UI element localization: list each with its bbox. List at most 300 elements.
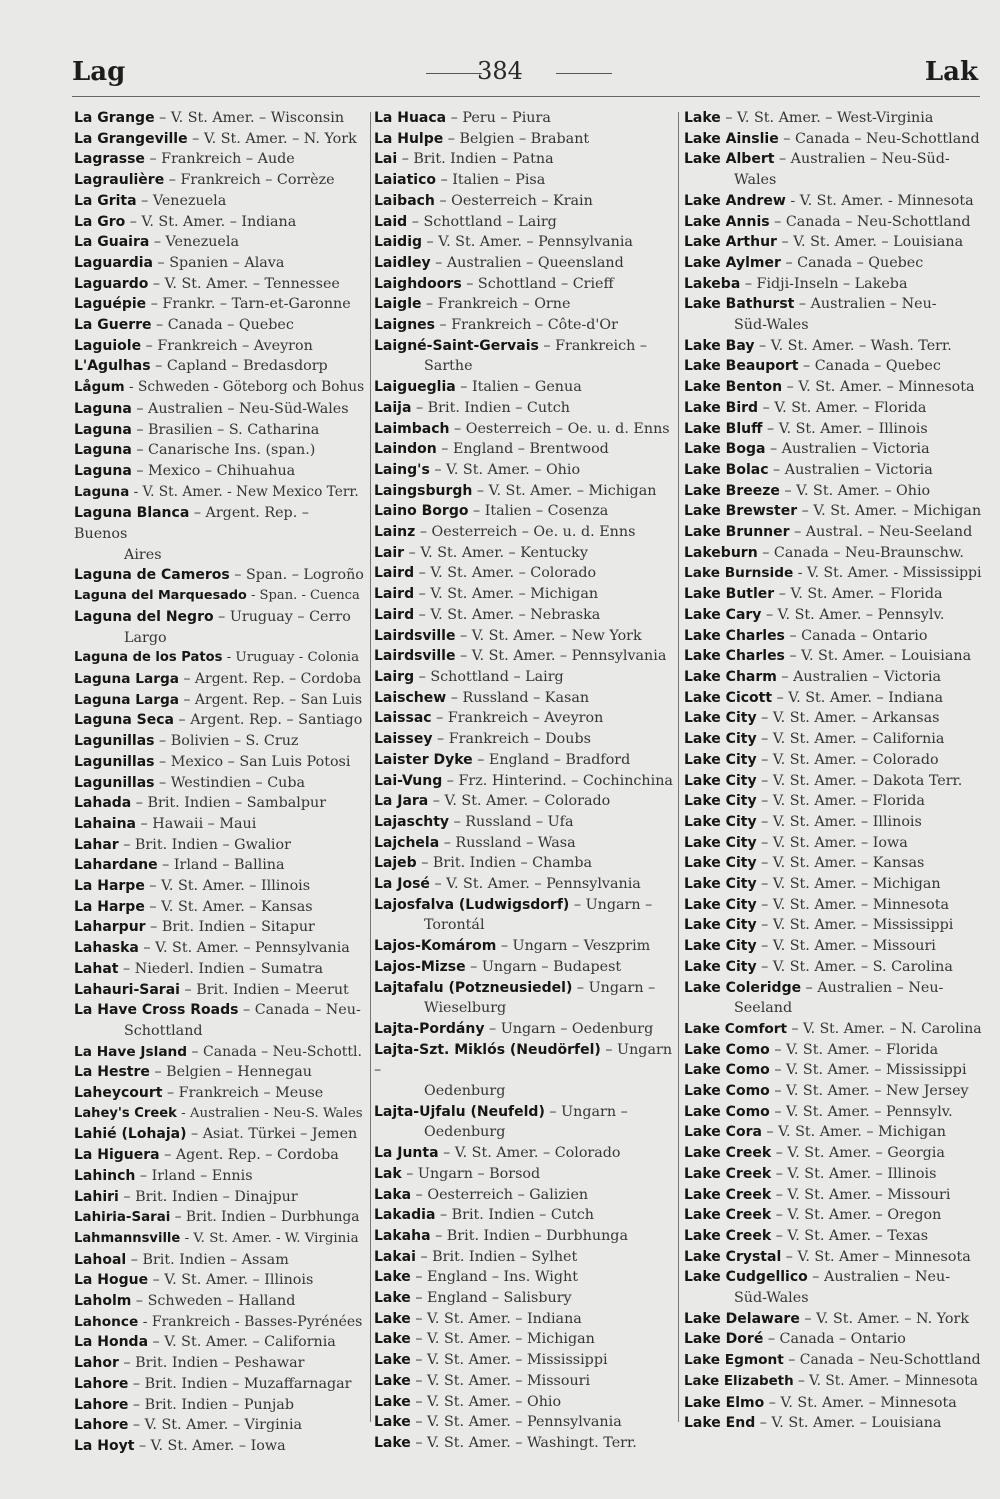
place-name: Laguiole (74, 337, 142, 354)
place-name: Lajchela (374, 834, 440, 851)
place-name: Lågum (74, 380, 125, 396)
place-location: – V. St. Amer. – S. Carolina (756, 958, 953, 975)
gazetteer-entry (74, 336, 364, 357)
place-name: Lake City (684, 896, 757, 913)
place-name: Lake Benton (684, 379, 783, 396)
place-location: – Canada – Ontario (763, 1331, 906, 1348)
place-name: Lake (374, 1352, 411, 1369)
place-location: – V. St. Amer. – Ohio (410, 1393, 562, 1410)
place-location: – Oesterreich – Oe. u. d. Enns (415, 524, 636, 541)
place-location: – V. St. Amer. – Pennsylvania (429, 876, 641, 893)
place-name: Lake City (684, 731, 757, 748)
place-location: – Argent. Rep. – Santiago (173, 712, 363, 729)
place-location: – Peru – Piura (446, 110, 551, 126)
place-location: – Argent. Rep. – San Luis (179, 691, 363, 708)
place-name: Lai (374, 151, 398, 168)
gazetteer-entry (684, 1122, 982, 1143)
place-name: Lake Bird (684, 399, 759, 416)
place-location: – Ungarn – (572, 979, 656, 996)
place-location: – Frz. Hinterind. – Cochinchina (442, 772, 673, 789)
place-location: – V. St. Amer. – Kansas (756, 855, 925, 872)
place-location: – V. St. Amer. – Michigan (797, 503, 982, 520)
place-location: – Fidji-Inseln – Lakeba (740, 275, 908, 292)
place-name: Laighdoors (374, 275, 462, 292)
place-name: Lake Albert (684, 151, 775, 168)
gazetteer-entry (374, 771, 674, 792)
gazetteer-entry (374, 605, 674, 626)
place-location: – Australien – Victoria (776, 668, 942, 685)
place-name: Laholm (74, 1293, 132, 1310)
gazetteer-entry (374, 791, 674, 812)
entry-column-2 (374, 108, 674, 1454)
place-name: La Grange (74, 110, 155, 126)
gazetteer-entry (684, 646, 982, 667)
gazetteer-entry (74, 1250, 364, 1271)
place-name: Lainz (374, 524, 416, 541)
place-name: Laindon (374, 441, 437, 458)
place-name: Lagunillas (74, 753, 155, 770)
place-location: – England – Salisbury (410, 1290, 572, 1307)
place-name: Laignes (374, 317, 435, 334)
place-name: Lahoal (74, 1251, 127, 1268)
gazetteer-entry (374, 750, 674, 771)
place-name: Lahinch (74, 1167, 136, 1184)
place-name: Lake End (684, 1415, 756, 1432)
gazetteer-entry (374, 1164, 674, 1185)
place-name: Laguna del Negro (74, 608, 214, 625)
place-name: Laguardia (74, 254, 153, 271)
place-name: Laguna Larga (74, 691, 179, 708)
gazetteer-entry (374, 729, 674, 750)
place-location: – V. St. Amer. – Texas (771, 1227, 929, 1244)
gazetteer-entry (684, 1102, 982, 1123)
gazetteer-entry (374, 1267, 674, 1288)
gazetteer-entry (684, 1267, 982, 1308)
gazetteer-entry (374, 1392, 674, 1413)
gazetteer-entry (374, 978, 674, 1019)
gazetteer-entry (74, 356, 364, 377)
gazetteer-entry (74, 1229, 364, 1250)
place-name: Laid (374, 213, 408, 230)
gazetteer-entry (74, 917, 364, 938)
gazetteer-entry (74, 1415, 364, 1436)
place-location: – V. St. Amer. – Florida (769, 1041, 939, 1058)
place-location: – Australien – Neu-Süd-Wales (131, 400, 349, 417)
place-name: La Guaira (74, 234, 150, 251)
place-location: – V. St. Amer. – N. York (187, 130, 357, 147)
place-location: – Frankreich – Aude (144, 151, 295, 168)
place-location: – Frankr. – Tarn-et-Garonne (146, 296, 351, 313)
place-name: Laka (374, 1186, 412, 1203)
place-location: – V. St. Amer. – New Jersey (769, 1083, 969, 1100)
place-location: – Australien – Neu- (801, 979, 944, 996)
place-location: – V. St. Amer. – Illinois (756, 813, 922, 830)
place-location: – V. St. Amer. – Iowa (756, 834, 908, 851)
gazetteer-entry (374, 584, 674, 605)
gazetteer-entry (74, 669, 364, 690)
place-name: Laguna (74, 484, 130, 500)
place-name: Laigueglia (374, 379, 456, 396)
place-location-continuation: Schottland (124, 1022, 203, 1039)
place-location: – Frankreich – Doubs (432, 731, 591, 748)
gazetteer-entry (684, 1019, 982, 1040)
gazetteer-entry (74, 294, 364, 315)
place-location: – V. St. Amer. – California (756, 731, 945, 748)
place-location: – Canarische Ins. (span.) (131, 442, 316, 459)
gazetteer-entry (684, 708, 982, 729)
place-location: – Brit. Indien – Assam (126, 1251, 289, 1268)
gazetteer-entry (374, 895, 674, 936)
gazetteer-entry (374, 522, 674, 543)
gazetteer-entry (684, 584, 982, 605)
place-location: – Frankreich – Meuse (162, 1085, 324, 1102)
place-name: Lajaschty (374, 813, 450, 830)
place-location-continuation: Torontál (424, 917, 485, 934)
place-location: – Venezuela (149, 234, 239, 251)
place-location: – Australien – Queensland (430, 254, 624, 271)
page-number: 384 (477, 57, 523, 85)
gazetteer-entry (374, 853, 674, 874)
gazetteer-entry (684, 522, 982, 543)
gazetteer-entry (374, 170, 674, 191)
gazetteer-entry (374, 1247, 674, 1268)
gazetteer-entry (684, 895, 982, 916)
page-header (0, 55, 1000, 91)
gazetteer-entry (684, 729, 982, 750)
column-divider (370, 112, 371, 1422)
gazetteer-entry (74, 710, 364, 731)
place-location: – Oesterreich – Oe. u. d. Enns (449, 420, 670, 437)
place-location: – Brit. Indien – Meerut (179, 981, 349, 998)
gazetteer-entry (74, 315, 364, 336)
gazetteer-entry (374, 481, 674, 502)
gazetteer-entry (684, 439, 982, 460)
place-name: Lairdsville (374, 648, 456, 665)
gazetteer-entry (74, 752, 364, 773)
entry-column-1 (74, 108, 364, 1457)
place-location: – V. St. Amer. – Illinois (762, 420, 928, 437)
place-location: – Russland – Kasan (446, 689, 590, 706)
gazetteer-entry (374, 108, 674, 129)
place-location: – Venezuela (136, 192, 227, 209)
place-location: – V. St. Amer. – Colorado (438, 1145, 621, 1162)
gazetteer-entry (684, 626, 982, 647)
place-location: – V. St. Amer. – Louisiana (776, 234, 964, 251)
gazetteer-entry (374, 1019, 674, 1040)
gazetteer-entry (684, 605, 982, 626)
gazetteer-entry (684, 1081, 982, 1102)
gazetteer-entry (374, 129, 674, 150)
gazetteer-entry (684, 191, 982, 212)
gazetteer-entry (684, 232, 982, 253)
place-name: Laharpur (74, 919, 146, 936)
place-name: Lake Brewster (684, 503, 798, 520)
place-name: Lake Beauport (684, 358, 799, 375)
place-name: Lake Creek (684, 1145, 772, 1162)
place-location: – V. St. Amer. – Louisiana (784, 648, 972, 665)
place-location: – Canada – Neu-Schottl. (187, 1043, 362, 1060)
place-location: – Canada – Ontario (784, 627, 928, 644)
place-name: Lahore (74, 1417, 129, 1434)
gazetteer-entry (74, 773, 364, 794)
gazetteer-entry (374, 626, 674, 647)
place-location: – V. St. Amer. – Pennsylvania (455, 648, 667, 665)
place-location: – Uruguay – Cerro (213, 608, 351, 625)
place-name: Lake Bluff (684, 420, 763, 437)
gazetteer-entry (374, 543, 674, 564)
place-location: – England – Brentwood (436, 441, 609, 458)
gazetteer-entry (74, 420, 364, 441)
place-name: La Hestre (74, 1064, 150, 1081)
place-name: Lake Creek (684, 1207, 772, 1224)
place-name: Lake Aylmer (684, 254, 781, 271)
gazetteer-entry (684, 791, 982, 812)
gazetteer-entry (684, 543, 982, 564)
place-location: – Australien – Neu- (794, 296, 937, 313)
place-location: - Span. - Cuenca (246, 588, 360, 604)
place-name: Lake Burnside (684, 565, 794, 582)
gazetteer-entry (684, 501, 982, 522)
place-location: – Brit. Indien – Sitapur (145, 919, 315, 936)
place-location-continuation: Wieselburg (424, 1000, 507, 1017)
place-name: Lake Charles (684, 627, 785, 644)
gazetteer-entry (374, 191, 674, 212)
gazetteer-entry (374, 1185, 674, 1206)
place-name: Laird (374, 606, 415, 623)
gazetteer-entry (684, 1060, 982, 1081)
place-name: Laguna Larga (74, 670, 179, 687)
gazetteer-entry (374, 563, 674, 584)
place-name: Lake (374, 1290, 411, 1307)
gazetteer-entry (74, 959, 364, 980)
place-location: – V. St. Amer. – Wash. Terr. (754, 337, 952, 354)
place-name: Lahaina (74, 815, 136, 832)
gazetteer-entry (684, 853, 982, 874)
gazetteer-entry (684, 419, 982, 440)
gazetteer-entry (74, 377, 364, 399)
place-name: La Gro (74, 213, 126, 230)
place-location: – Span. – Logroño (229, 567, 364, 584)
place-name: Laguardo (74, 275, 149, 292)
gazetteer-entry (374, 1226, 674, 1247)
place-location: – V. St. Amer. – N. Carolina (787, 1020, 982, 1037)
gazetteer-entry (374, 377, 674, 398)
place-name: La Hogue (74, 1272, 149, 1289)
gazetteer-entry (374, 212, 674, 233)
gazetteer-entry (374, 439, 674, 460)
place-location: - Frankreich - Basses-Pyrénées (138, 1313, 363, 1330)
gazetteer-entry (684, 356, 982, 377)
gazetteer-entry (374, 149, 674, 170)
place-name: Lake Breeze (684, 482, 780, 499)
place-name: Laino Borgo (374, 503, 469, 520)
place-location: – Canada – Quebec (798, 358, 941, 375)
gazetteer-entry (684, 978, 982, 1019)
place-location-continuation: Süd-Wales (734, 1290, 809, 1307)
header-dash-right (556, 73, 612, 74)
place-location: – Australien – Neu- (807, 1269, 951, 1286)
place-name: Lake Como (684, 1103, 770, 1120)
place-location: – Belgien – Hennegau (149, 1064, 312, 1081)
place-name: Laimbach (374, 420, 450, 437)
place-location: – V. St. Amer. – Illinois (148, 1272, 314, 1289)
place-location: – Brit. Indien – Patna (397, 151, 554, 168)
gazetteer-entry (74, 1166, 364, 1187)
header-rule (72, 96, 980, 97)
place-location-continuation: Seeland (734, 1000, 793, 1017)
place-name: Lahiria-Sarai (74, 1210, 171, 1226)
place-location: – Canada – Neu-Schottland (769, 213, 971, 230)
place-location: – V. St. Amer. – Michigan (410, 1331, 595, 1348)
place-name: La Harpe (74, 878, 145, 895)
gazetteer-entry (684, 129, 982, 150)
place-location: – Frankreich – Aveyron (431, 710, 604, 727)
place-location: – Italien – Pisa (436, 172, 546, 189)
gazetteer-entry (374, 1412, 674, 1433)
header-left-catchword: Lag (72, 57, 126, 87)
place-location: – Westindien – Cuba (154, 774, 306, 791)
gazetteer-entry (374, 936, 674, 957)
place-name: Lake Creek (684, 1186, 772, 1203)
place-name: Lahada (74, 795, 132, 812)
gazetteer-entry (74, 1270, 364, 1291)
place-location: – Ungarn – (374, 1041, 673, 1079)
place-location: – V. St. Amer. – Louisiana (755, 1415, 942, 1432)
place-name: Lahore (74, 1396, 129, 1413)
gazetteer-entry (684, 481, 982, 502)
place-name: Lake Creek (684, 1165, 772, 1182)
gazetteer-entry (684, 274, 982, 295)
place-location: – Frankreich – (538, 337, 648, 354)
gazetteer-entry (74, 814, 364, 835)
place-name: Lajta-Pordány (374, 1020, 485, 1037)
place-location: – Brit. Indien – Dinajpur (118, 1188, 298, 1205)
place-name: Lahauri-Sarai (74, 981, 180, 998)
place-name: Lake (374, 1435, 411, 1451)
place-location-continuation: Süd-Wales (734, 317, 809, 334)
gazetteer-entry (684, 957, 982, 978)
gazetteer-entry (74, 1374, 364, 1395)
place-location: – V. St. Amer. – Michigan (756, 876, 941, 893)
gazetteer-entry (374, 1371, 674, 1392)
place-name: Lake Charm (684, 668, 777, 685)
place-location: – Ungarn – Oedenburg (484, 1020, 654, 1037)
gazetteer-entry (74, 607, 364, 648)
place-location: – Canada – Neu- (238, 1002, 361, 1019)
place-location: – V. St. Amer. – Mississippi (410, 1352, 608, 1369)
place-name: Lake (374, 1372, 411, 1389)
place-name: Lake Cudgellico (684, 1269, 808, 1286)
gazetteer-entry (374, 1040, 674, 1102)
place-name: Lahmannsville (74, 1230, 181, 1246)
gazetteer-entry (374, 1143, 674, 1164)
place-name: Laidley (374, 254, 431, 271)
place-location: - V. St. Amer. - Minnesota (785, 192, 974, 209)
place-location: – V. St. Amer. – Pennsylvania (422, 234, 633, 251)
gazetteer-entry (374, 957, 674, 978)
gazetteer-entry (684, 108, 982, 129)
place-location: - Schweden - Göteborg och Bohus (124, 379, 365, 396)
gazetteer-entry (374, 501, 674, 522)
place-location: – Oesterreich – Galizien (411, 1186, 589, 1203)
gazetteer-entry (374, 336, 674, 377)
place-name: Lahardane (74, 857, 158, 874)
place-name: La Jara (374, 793, 429, 810)
place-name: Laguna Seca (74, 712, 174, 729)
place-name: Lake Andrew (684, 192, 786, 209)
place-location: – V. St. Amer. – New York (455, 627, 642, 644)
place-location: – V. St. Amer. – Tennessee (148, 275, 340, 292)
place-location: – V. St. Amer. – Minnesota (782, 379, 975, 396)
place-location: – V. St. Amer. – Florida (774, 586, 943, 603)
place-name: Lahiri (74, 1188, 119, 1205)
place-location: – Canada – Neu-Schottland (778, 130, 980, 147)
place-name: Lake Bolac (684, 461, 769, 478)
place-location: – Ungarn – Budapest (465, 958, 622, 975)
place-name: Lake Coleridge (684, 979, 802, 996)
place-name: Laguna Blanca (74, 505, 190, 522)
place-location: – Canada – Neu-Schottland (783, 1352, 981, 1369)
place-name: Lake City (684, 813, 757, 830)
place-location: – V. St. Amer. – Minnesota (756, 896, 950, 913)
place-name: Lake City (684, 772, 757, 789)
place-name: Lai-Vung (374, 772, 443, 789)
place-name: Lajosfalva (Ludwigsdorf) (374, 896, 570, 913)
gazetteer-entry (74, 1145, 364, 1166)
place-location: – V. St. Amer. – Arkansas (756, 710, 940, 727)
place-name: Lahié (Lohaja) (74, 1126, 187, 1143)
place-location: – Russland – Wasa (439, 834, 576, 851)
gazetteer-entry (74, 1312, 364, 1333)
place-name: Lajos-Mizse (374, 958, 466, 975)
place-name: Lake Annis (684, 213, 770, 230)
place-name: Lake (374, 1393, 411, 1410)
gazetteer-entry (684, 377, 982, 398)
place-location: - Uruguay - Colonia (222, 650, 360, 666)
place-location: – V. St. Amer. – Georgia (771, 1145, 945, 1162)
place-name: Laissac (374, 710, 432, 727)
place-name: Lake Cora (684, 1124, 762, 1141)
place-location: – V. St. Amer. – West-Virginia (720, 110, 934, 126)
place-location: – V. St. Amer. – Florida (756, 793, 925, 810)
place-name: Lake (374, 1414, 411, 1431)
place-location: – V. St. Amer. – Kentucky (404, 544, 588, 561)
place-name: Laguna (74, 462, 132, 479)
place-name: Lake Arthur (684, 234, 777, 251)
place-location: – Brit. Indien – Punjab (128, 1396, 294, 1413)
place-name: Laiatico (374, 172, 437, 189)
place-name: La Grangeville (74, 130, 188, 147)
place-location: – Australien – Neu-Süd- (774, 151, 950, 168)
place-name: La Huaca (374, 110, 447, 126)
place-name: La Higuera (74, 1147, 160, 1164)
gazetteer-entry (74, 1187, 364, 1208)
place-location: – V. St. Amer. – Missouri (410, 1372, 591, 1389)
gazetteer-entry (374, 274, 674, 295)
place-name: Lake Delaware (684, 1310, 800, 1327)
place-name: Lake Ainslie (684, 130, 779, 147)
place-location: – Bolivien – S. Cruz (154, 733, 299, 750)
place-location: – V. St. Amer. – Pennsylv. (769, 1103, 953, 1120)
place-name: Laguna de Cameros (74, 567, 230, 584)
gazetteer-entry (374, 874, 674, 895)
entry-column-3 (684, 108, 982, 1434)
gazetteer-entry (74, 1332, 364, 1353)
place-location: – Russland – Ufa (449, 813, 574, 830)
place-name: Lagraulière (74, 172, 165, 189)
gazetteer-entry (374, 232, 674, 253)
place-location: – V. St. Amer. – Colorado (414, 565, 597, 582)
